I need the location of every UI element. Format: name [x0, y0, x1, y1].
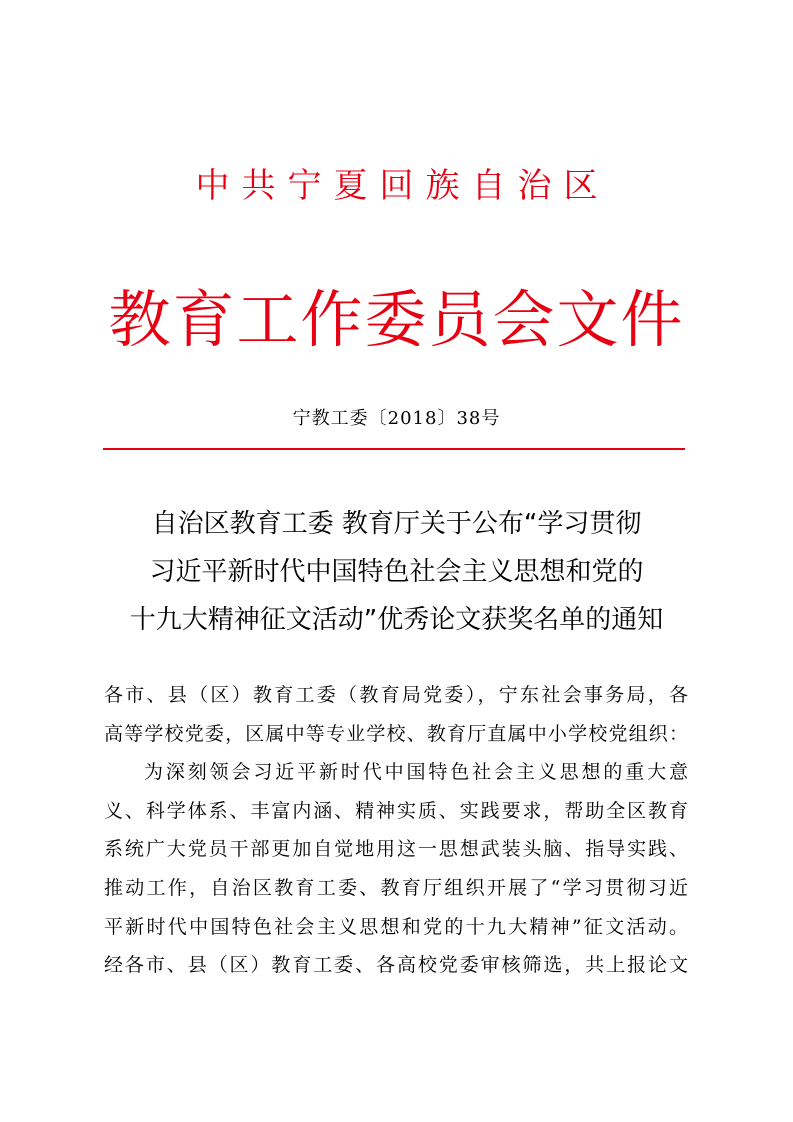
paragraph-line: 平新时代中国特色社会主义思想和党的十九大精神”征文活动。 [104, 915, 688, 938]
addressee-line: 各市、县（区）教育工委（教育局党委），宁东社会事务局，各 [104, 684, 688, 706]
red-divider-line [103, 448, 685, 450]
paragraph-line: 系统广大党员干部更加自觉地用这一思想武装头脑、指导实践、 [104, 838, 688, 861]
addressee-line: 高等学校党委，区属中等专业学校、教育厅直属中小学校党组织： [104, 722, 688, 745]
paragraph-line: 义、科学体系、丰富内涵、精神实质、实践要求，帮助全区教育 [104, 799, 688, 822]
body-text [104, 676, 688, 985]
notice-title [0, 500, 793, 644]
title-line: 习近平新时代中国特色社会主义思想和党的 [149, 557, 644, 587]
document-type-heading: 教育工作委员会文件 [108, 283, 685, 356]
paragraph-line: 为深刻领会习近平新时代中国特色社会主义思想的重大意 [144, 761, 688, 784]
paragraph-line: 经各市、县（区）教育工委、各高校党委审核筛选，共上报论文 [104, 954, 688, 977]
title-line: 十九大精神征文活动”优秀论文获奖名单的通知 [129, 605, 664, 635]
issuing-organization: 中共宁夏回族自治区 [195, 166, 610, 206]
title-line: 自治区教育工委 教育厅关于公布“学习贯彻 [151, 509, 642, 539]
paragraph-line: 推动工作，自治区教育工委、教育厅组织开展了“学习贯彻习近 [104, 876, 688, 899]
document-number: 宁教工委〔2018〕38号 [292, 408, 501, 429]
